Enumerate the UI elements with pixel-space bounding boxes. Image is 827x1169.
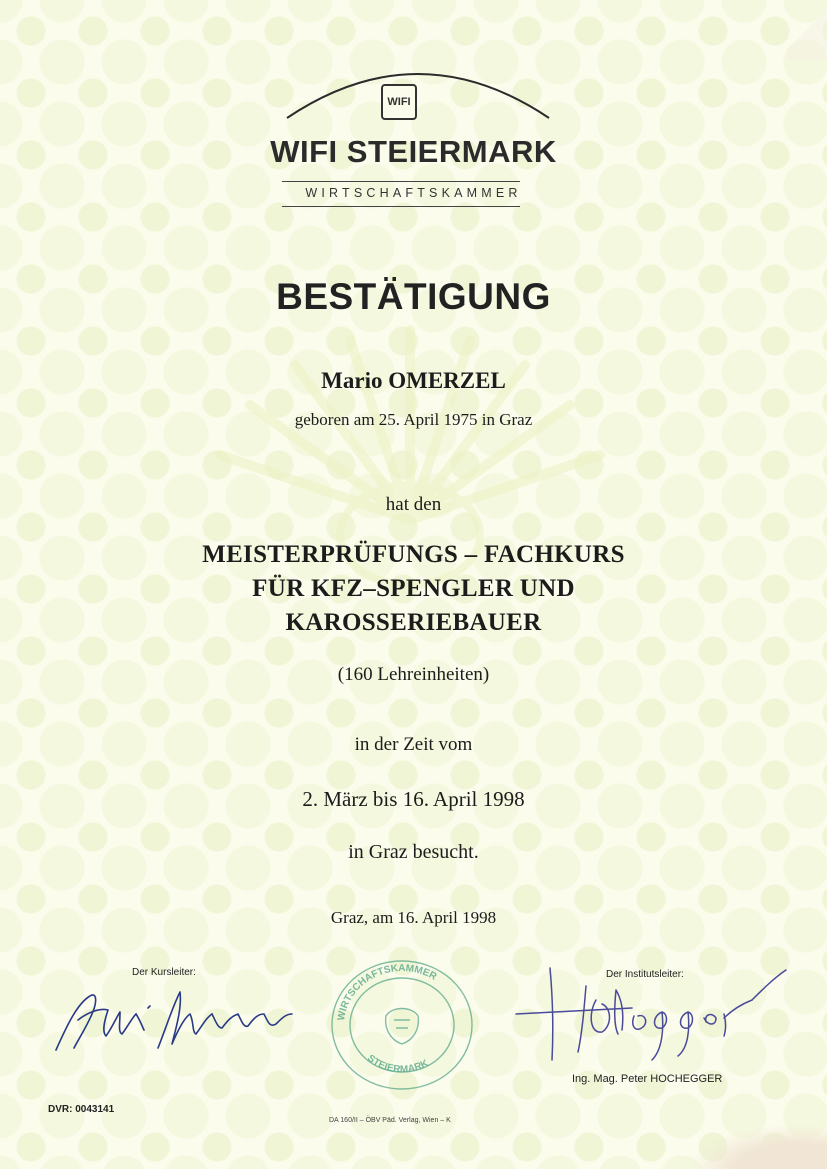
wifi-logo-icon: WIFI: [381, 84, 417, 120]
stamp-bottom-text: STEIERMARK: [365, 1052, 431, 1076]
course-period: 2. März bis 16. April 1998: [302, 787, 525, 811]
brand-name: WIFI STEIERMARK: [270, 134, 557, 169]
document-title: BESTÄTIGUNG: [276, 276, 551, 317]
institute-leader-label: Der Institutsleiter:: [606, 969, 684, 980]
period-label: in der Zeit vom: [354, 734, 473, 755]
institute-leader-signature: [512, 960, 792, 1070]
recipient-name: Mario OMERZEL: [321, 368, 506, 393]
course-units: (160 Lehreinheiten): [337, 664, 490, 685]
course-line-3: KAROSSERIEBAUER: [285, 609, 542, 636]
brand-subtitle: WIRTSCHAFTSKAMMER: [305, 186, 522, 200]
stamp-top-text: WIRTSCHAFTSKAMMER: [336, 963, 439, 1022]
institute-leader-name: Ing. Mag. Peter HOCHEGGER: [572, 1073, 723, 1085]
intro-text: hat den: [385, 494, 442, 515]
dvr-number: DVR: 0043141: [48, 1104, 115, 1115]
issue-date: Graz, am 16. April 1998: [330, 908, 497, 927]
publisher-imprint: DA 160/II – ÖBV Päd. Verlag, Wien – K: [329, 1117, 451, 1124]
course-line-1: MEISTERPRÜFUNGS – FACHKURS: [202, 541, 625, 568]
official-stamp-seal: [328, 956, 476, 1094]
course-line-2: FÜR KFZ–SPENGLER UND: [252, 575, 575, 602]
course-location: in Graz besucht.: [348, 841, 479, 863]
paper-stain: [687, 1124, 827, 1169]
brand-divider-bottom: [282, 206, 520, 207]
course-title: [0, 538, 827, 640]
paper-corner: [787, 0, 827, 60]
brand-divider-top: [282, 181, 520, 182]
birth-info: geboren am 25. April 1975 in Graz: [294, 410, 533, 429]
course-leader-label: Der Kursleiter:: [132, 967, 196, 978]
svg-text:STEIERMARK: [365, 1053, 431, 1075]
logo-arc: [283, 60, 553, 120]
course-leader-signature: [48, 978, 298, 1058]
